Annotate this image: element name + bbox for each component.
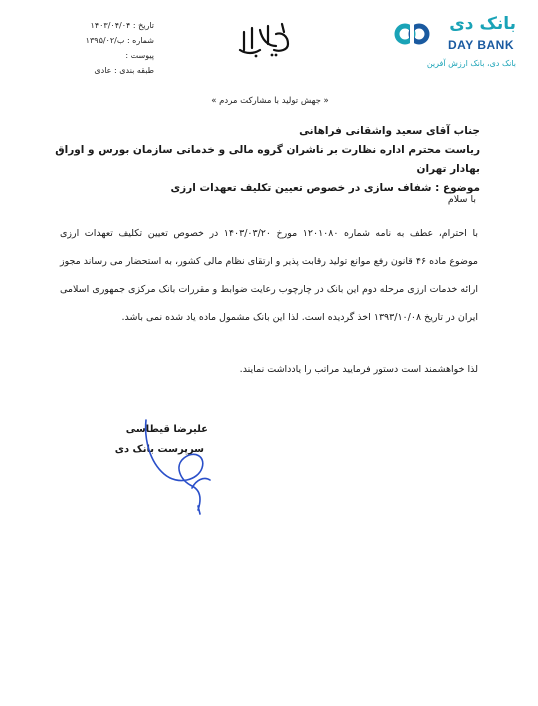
letter-body (60, 220, 478, 332)
classification-label: طبقه بندی : (114, 66, 154, 75)
body-line: ایران در تاریخ ۱۳۹۳/۱۰/۰۸ اخذ گردیده است. لذا این بانک مشمول ماده یاد شده نمی باشد. (121, 312, 478, 323)
addressee-position: ریاست محترم اداره نظارت بر ناشران گروه مالی و خدماتی سازمان بورس و اوراق بهادار تهران (55, 144, 480, 175)
bank-name-en: DAY BANK (447, 38, 514, 52)
addressee-name: جناب آقای سعید واشقانی فراهانی (299, 125, 480, 137)
classification-value: عادی (94, 66, 112, 75)
bank-logo-mark-icon (394, 20, 430, 48)
bank-name-fa: بانک دی (449, 14, 516, 34)
addressee-block (50, 122, 480, 198)
letter-motto: « جهش تولید با مشارکت مردم » (211, 96, 329, 106)
attachment-row (62, 48, 154, 63)
date-row (62, 18, 154, 33)
handwritten-signature (140, 410, 220, 515)
closing-line: لذا خواهشمند است دستور فرمایید مراتب را یادداشت نمایند. (239, 364, 478, 375)
number-value: ب/۱۳۹۵/۰۲ (85, 36, 125, 45)
attachment-label: پیوست : (125, 51, 154, 60)
signatory-title: سرپرست بانک دی (114, 444, 204, 455)
bank-logo (374, 14, 516, 76)
salutation: با سلام (447, 194, 476, 205)
date-label: تاریخ : (132, 21, 154, 30)
date-value: ۱۴۰۳/۰۴/۰۴ (90, 21, 131, 30)
letter-meta (62, 18, 154, 78)
signatory-name: علیرضا قیطاسی (125, 424, 208, 435)
classification-row (62, 63, 154, 78)
bank-slogan: بانک دی، بانک ارزش آفرین (426, 59, 516, 68)
number-label: شماره : (126, 36, 154, 45)
letter-subject: موضوع : شفاف سازی در خصوص تعیین تکلیف تعهدات ارزی (170, 182, 480, 194)
body-line: با احترام، عطف به نامه شماره ۱۲۰۱۰۸۰ مورخ ۱۴۰۳/۰۳/۲۰ در خصوص تعیین تکلیف تعهدات ارزی (60, 228, 478, 239)
body-line: موضوع ماده ۴۶ قانون رفع موانع تولید رقابت پذیر و ارتقای نظام مالی کشور، به استحضار می رساند مجوز (60, 256, 478, 267)
bismillah-calligraphy (232, 20, 296, 60)
body-line: ارائه خدمات ارزی مرحله دوم این بانک در چارچوب رعایت ضوابط و مقررات بانک مرکزی جمهوری اسلامی (60, 284, 478, 295)
number-row (62, 33, 154, 48)
